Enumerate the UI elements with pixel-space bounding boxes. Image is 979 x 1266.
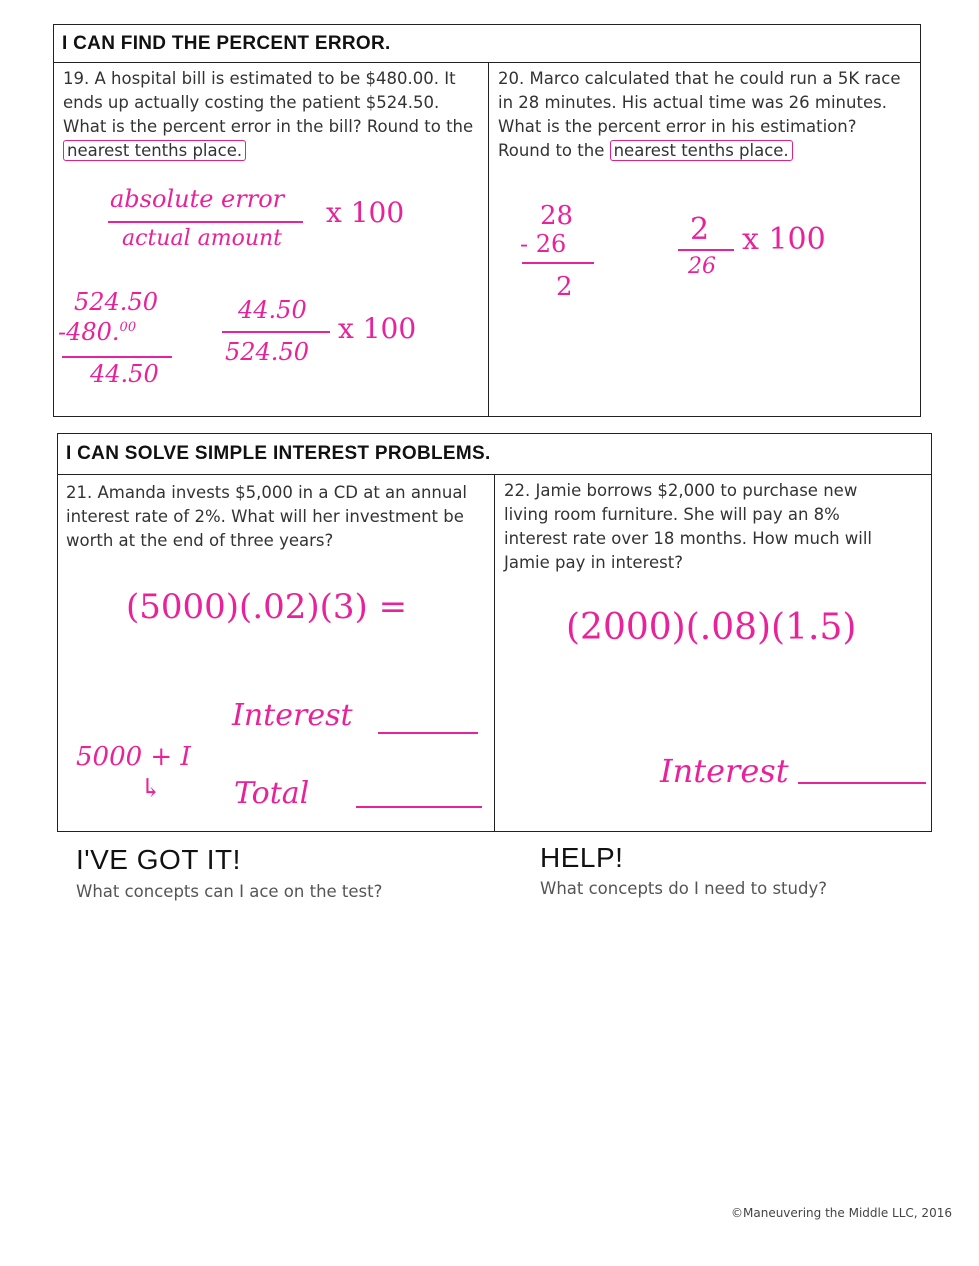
- work20-subtraction-bar: [522, 262, 594, 264]
- work22-interest-blank: [798, 782, 926, 784]
- work19-subtraction-result: 44.50: [90, 360, 159, 388]
- work20-subtraction-bottom: - 26: [520, 230, 567, 258]
- question-20-highlight: nearest tenths place.: [610, 140, 793, 161]
- work22-equation: (2000)(.08)(1.5): [566, 607, 857, 648]
- got-it-title: I'VE GOT IT!: [76, 844, 241, 875]
- simple-interest-header: [58, 434, 931, 475]
- work19-fraction-bar: [222, 331, 330, 333]
- work19-fraction-numerator: 44.50: [238, 296, 307, 324]
- section2-divider: [494, 475, 495, 831]
- question-19: [63, 67, 478, 163]
- work20-subtraction-result: 2: [556, 272, 573, 302]
- work19-subtraction-bottom: [58, 318, 136, 346]
- question-21-text: 21. Amanda invests $5,000 in a CD at an annual interest rate of 2%. What will her investment be worth at the end of three years?: [66, 483, 468, 550]
- work19-formula-numerator: absolute error: [110, 185, 285, 213]
- work19-subtraction-top: 524.50: [74, 288, 158, 316]
- simple-interest-title: I CAN SOLVE SIMPLE INTEREST PROBLEMS.: [66, 443, 491, 464]
- work19-formula-denominator: actual amount: [122, 226, 282, 251]
- question-20-text: 20. Marco calculated that he could run a 5K race in 28 minutes. His actual time was 26 minutes. What is the percent error in his estimation? Round to the: [498, 69, 901, 160]
- work22-interest-label: Interest: [660, 752, 789, 790]
- question-19-highlight: nearest tenths place.: [63, 140, 246, 161]
- work19-formula-bar: [108, 221, 303, 223]
- work20-fraction-bar: [678, 249, 734, 251]
- work19-fraction-denominator: 524.50: [225, 338, 309, 366]
- copyright: ©Maneuvering the Middle LLC, 2016: [731, 1206, 952, 1220]
- question-19-text: 19. A hospital bill is estimated to be $480.00. It ends up actually costing the patient $524.50. What is the percent error in the bill? Round to the: [63, 69, 474, 136]
- work21-total-label: Total: [234, 776, 310, 811]
- work21-total-blank: [356, 806, 482, 808]
- work19-subtraction-bottom-cents: 00: [119, 320, 137, 335]
- work21-sum: 5000 + I: [76, 742, 191, 772]
- question-22: [504, 479, 904, 575]
- help-prompt: What concepts do I need to study?: [540, 879, 827, 898]
- work21-equation: (5000)(.02)(3) =: [126, 587, 408, 627]
- work20-fraction-multiplier: x 100: [742, 222, 826, 257]
- section1-divider: [488, 63, 489, 416]
- work19-formula-multiplier: x 100: [326, 196, 405, 229]
- work20-subtraction-top: 28: [540, 201, 574, 231]
- question-20: [498, 67, 910, 163]
- got-it-prompt: What concepts can I ace on the test?: [76, 882, 383, 901]
- work20-fraction-denominator: 26: [688, 254, 716, 279]
- help-title: HELP!: [540, 842, 624, 873]
- work21-arrow: ↳: [140, 774, 162, 804]
- work21-interest-blank: [378, 732, 478, 734]
- work21-interest-label: Interest: [232, 698, 353, 733]
- percent-error-header: [54, 25, 920, 63]
- work19-subtraction-bar: [62, 356, 172, 358]
- question-22-text: 22. Jamie borrows $2,000 to purchase new living room furniture. She will pay an 8% interest rate over 18 months. How much will Jamie pay in interest?: [504, 481, 873, 572]
- percent-error-title: I CAN FIND THE PERCENT ERROR.: [62, 32, 391, 54]
- question-21: [66, 481, 486, 553]
- work20-fraction-numerator: 2: [690, 212, 710, 247]
- work19-subtraction-bottom-value: -480.: [58, 318, 120, 346]
- work19-fraction-multiplier: x 100: [338, 312, 417, 345]
